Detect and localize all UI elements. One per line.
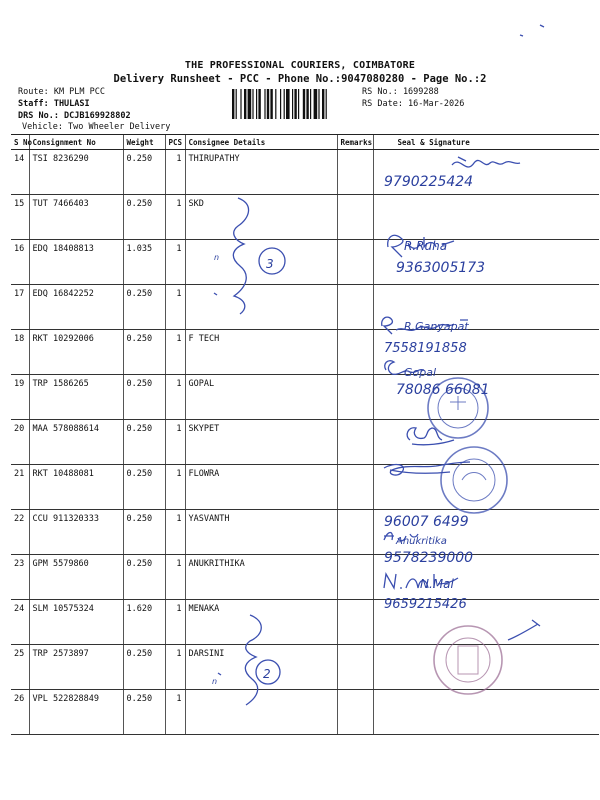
- cell-consignment: EDQ 18408813: [29, 240, 123, 285]
- staff-label: Staff: THULASI: [18, 99, 90, 109]
- cell-pcs: 1: [165, 645, 185, 690]
- cell-consignment: MAA 578088614: [29, 420, 123, 465]
- col-pcs: PCS: [165, 135, 185, 150]
- barcode-bar: [294, 89, 296, 119]
- col-sno: S No: [11, 135, 29, 150]
- cell-remarks: [337, 375, 373, 420]
- drs-label: DRS No.: DCJB169928802: [18, 111, 131, 121]
- cell-consignee: FLOWRA: [185, 465, 337, 510]
- table-row: [11, 375, 599, 420]
- barcode-bar: [298, 89, 299, 119]
- cell-consignment: RKT 10292006: [29, 330, 123, 375]
- cell-sno: 23: [11, 555, 29, 600]
- cell-consignment: EDQ 16842252: [29, 285, 123, 330]
- barcode-bar: [310, 89, 311, 119]
- cell-weight: 0.250: [123, 330, 165, 375]
- table-row: [11, 465, 599, 510]
- col-remarks: Remarks: [337, 135, 373, 150]
- cell-consignee: SKD: [185, 195, 337, 240]
- cell-remarks: [337, 645, 373, 690]
- cell-weight: 1.620: [123, 600, 165, 645]
- cell-sno: 21: [11, 465, 29, 510]
- cell-weight: 0.250: [123, 285, 165, 330]
- cell-consignment: VPL 522828849: [29, 690, 123, 735]
- cell-consignment: TRP 1586265: [29, 375, 123, 420]
- cell-seal-signature: [373, 645, 599, 690]
- cell-pcs: 1: [165, 285, 185, 330]
- name-row-23: Anukritika: [396, 536, 447, 547]
- barcode-bar: [232, 89, 234, 119]
- cell-pcs: 1: [165, 420, 185, 465]
- cell-remarks: [337, 330, 373, 375]
- cell-consignee: MENAKA: [185, 600, 337, 645]
- cell-weight: 0.250: [123, 690, 165, 735]
- cell-remarks: [337, 600, 373, 645]
- table-row: [11, 690, 599, 735]
- cell-pcs: 1: [165, 465, 185, 510]
- cell-pcs: 1: [165, 600, 185, 645]
- company-title: THE PROFESSIONAL COURIERS, COIMBATORE: [184, 60, 416, 71]
- count-bottom: 2: [263, 667, 271, 681]
- barcode-bar: [264, 89, 265, 119]
- cell-weight: 0.250: [123, 465, 165, 510]
- table-header-row: [11, 135, 599, 150]
- cell-sno: 22: [11, 510, 29, 555]
- cell-sno: 20: [11, 420, 29, 465]
- cell-pcs: 1: [165, 150, 185, 195]
- cell-seal-signature: [373, 465, 599, 510]
- cell-consignee: DARSINI: [185, 645, 337, 690]
- cell-pcs: 1: [165, 375, 185, 420]
- table-row: [11, 150, 599, 195]
- cell-consignment: RKT 10488081: [29, 465, 123, 510]
- cell-pcs: 1: [165, 555, 185, 600]
- cell-remarks: [337, 555, 373, 600]
- cell-weight: 0.250: [123, 510, 165, 555]
- initial-mark-bottom: n: [212, 677, 218, 686]
- phone-row-24: 9659215426: [384, 597, 467, 612]
- cell-weight: 0.250: [123, 420, 165, 465]
- cell-remarks: [337, 420, 373, 465]
- col-consignment: Consignment No: [29, 135, 123, 150]
- cell-remarks: [337, 240, 373, 285]
- cell-consignment: TUT 7466403: [29, 195, 123, 240]
- runsheet-table: [11, 134, 599, 735]
- barcode-bar: [326, 89, 327, 119]
- phone-row-18: 7558191858: [384, 341, 467, 356]
- cell-sno: 24: [11, 600, 29, 645]
- barcode-bar: [303, 89, 305, 119]
- cell-consignment: TSI 8236290: [29, 150, 123, 195]
- cell-sno: 26: [11, 690, 29, 735]
- cell-weight: 0.250: [123, 195, 165, 240]
- cell-consignee: GOPAL: [185, 375, 337, 420]
- name-row-18: R.Ganyapat: [404, 320, 469, 333]
- initial-mark-top: n: [214, 253, 220, 262]
- cell-consignee: [185, 690, 337, 735]
- barcode: [232, 89, 358, 119]
- table-row: [11, 555, 599, 600]
- table-row: [11, 600, 599, 645]
- cell-sno: 25: [11, 645, 29, 690]
- col-seal-signature: Seal & Signature: [373, 135, 599, 150]
- cell-sno: 17: [11, 285, 29, 330]
- cell-remarks: [337, 465, 373, 510]
- cell-weight: 0.250: [123, 375, 165, 420]
- count-top: 3: [266, 257, 274, 271]
- cell-sno: 19: [11, 375, 29, 420]
- cell-consignment: SLM 10575324: [29, 600, 123, 645]
- cell-seal-signature: [373, 420, 599, 465]
- cell-seal-signature: [373, 330, 599, 375]
- cell-sno: 15: [11, 195, 29, 240]
- cell-weight: 0.250: [123, 555, 165, 600]
- phone-row-16: 9363005173: [396, 260, 486, 276]
- cell-remarks: [337, 150, 373, 195]
- cell-seal-signature: [373, 285, 599, 330]
- phone-row-23: 9578239000: [384, 550, 474, 566]
- cell-pcs: 1: [165, 510, 185, 555]
- table-row: [11, 285, 599, 330]
- cell-consignment: TRP 2573897: [29, 645, 123, 690]
- route-label: Route: KM PLM PCC: [18, 87, 105, 97]
- barcode-bar: [248, 89, 252, 119]
- barcode-bar: [256, 89, 257, 119]
- cell-remarks: [337, 285, 373, 330]
- cell-remarks: [337, 690, 373, 735]
- barcode-bar: [270, 89, 272, 119]
- barcode-bar: [267, 89, 269, 119]
- cell-consignment: CCU 911320333: [29, 510, 123, 555]
- barcode-bar: [280, 89, 281, 119]
- cell-sno: 14: [11, 150, 29, 195]
- barcode-bar: [318, 89, 319, 119]
- cell-sno: 18: [11, 330, 29, 375]
- cell-pcs: 1: [165, 195, 185, 240]
- cell-seal-signature: [373, 375, 599, 420]
- rs-number: RS No.: 1699288: [362, 87, 439, 97]
- cell-seal-signature: [373, 555, 599, 600]
- cell-consignee: ANUKRITHIKA: [185, 555, 337, 600]
- table-row: [11, 240, 599, 285]
- barcode-bar: [252, 89, 253, 119]
- rs-date: RS Date: 16-Mar-2026: [362, 99, 465, 109]
- barcode-bar: [322, 89, 324, 119]
- name-row-24: N.Mal: [420, 577, 454, 591]
- name-row-19: Gopal: [404, 366, 437, 379]
- cell-consignee: F TECH: [185, 330, 337, 375]
- barcode-bar: [240, 89, 241, 119]
- table-row: [11, 420, 599, 465]
- cell-remarks: [337, 510, 373, 555]
- cell-sno: 16: [11, 240, 29, 285]
- barcode-bar: [236, 89, 237, 119]
- barcode-bar: [244, 89, 246, 119]
- cell-seal-signature: [373, 690, 599, 735]
- runsheet-title: Delivery Runsheet - PCC - Phone No.:9047080280 - Page No.:2: [113, 73, 487, 85]
- vehicle-label: Vehicle: Two Wheeler Delivery: [22, 122, 171, 132]
- cell-pcs: 1: [165, 690, 185, 735]
- barcode-bar: [275, 89, 276, 119]
- barcode-bar: [286, 89, 290, 119]
- table-row: [11, 510, 599, 555]
- table-row: [11, 330, 599, 375]
- cell-consignee: THIRUPATHY: [185, 150, 337, 195]
- cell-seal-signature: [373, 510, 599, 555]
- phone-row-19: 78086 66081: [396, 382, 490, 398]
- barcode-bar: [284, 89, 285, 119]
- barcode-bar: [314, 89, 318, 119]
- barcode-bar: [292, 89, 293, 119]
- cell-pcs: 1: [165, 330, 185, 375]
- cell-pcs: 1: [165, 240, 185, 285]
- cell-seal-signature: [373, 195, 599, 240]
- barcode-bar: [258, 89, 260, 119]
- cell-weight: 0.250: [123, 645, 165, 690]
- col-consignee: Consignee Details: [185, 135, 337, 150]
- cell-seal-signature: [373, 150, 599, 195]
- name-row-16: R.Ruha: [404, 239, 448, 253]
- barcode-bar: [306, 89, 308, 119]
- cell-weight: 1.035: [123, 240, 165, 285]
- cell-seal-signature: [373, 240, 599, 285]
- cell-consignment: GPM 5579860: [29, 555, 123, 600]
- phone-row-22: 96007 6499: [384, 514, 469, 530]
- cell-weight: 0.250: [123, 150, 165, 195]
- cell-remarks: [337, 195, 373, 240]
- cell-seal-signature: [373, 600, 599, 645]
- cell-consignee: [185, 285, 337, 330]
- table-row: [11, 195, 599, 240]
- cell-consignee: SKYPET: [185, 420, 337, 465]
- table-row: [11, 645, 599, 690]
- cell-consignee: YASVANTH: [185, 510, 337, 555]
- phone-row-14: 9790225424: [384, 174, 474, 190]
- cell-consignee: [185, 240, 337, 285]
- col-weight: Weight: [123, 135, 165, 150]
